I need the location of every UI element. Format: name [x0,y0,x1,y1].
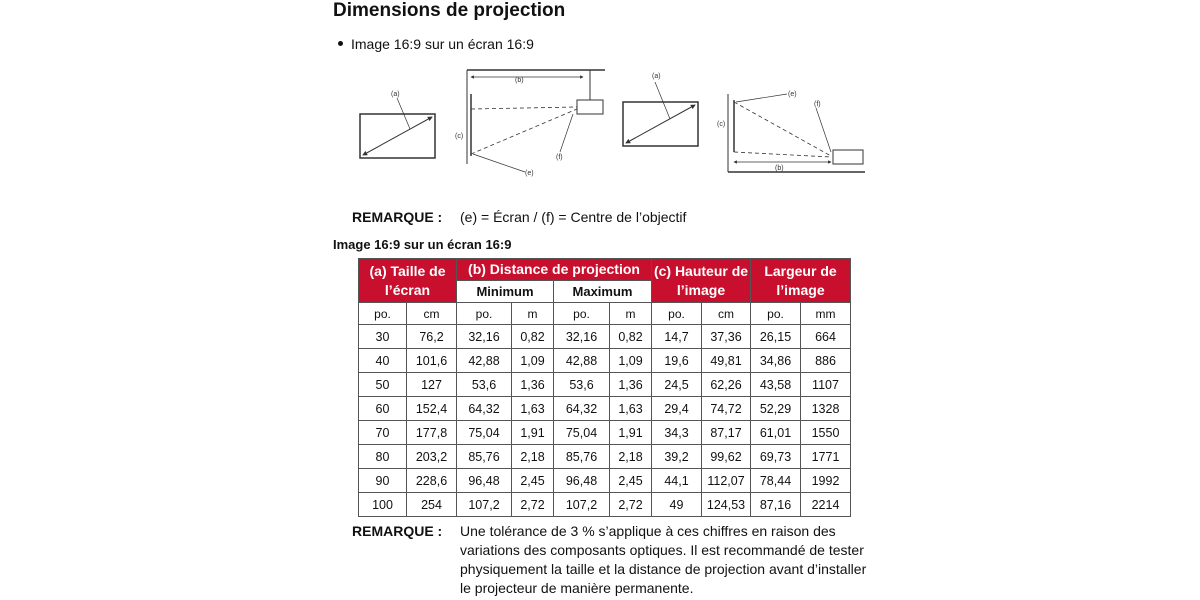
label-e-right: (e) [788,91,797,98]
table-cell: 19,6 [652,349,702,373]
table-cell: 34,86 [751,349,801,373]
table-cell: 254 [407,493,457,517]
table-row [359,445,851,469]
projection-table [358,258,851,517]
table-cell: 49 [652,493,702,517]
table-cell: 0,82 [610,325,652,349]
table-cell: 43,58 [751,373,801,397]
label-e-left: (e) [525,170,534,177]
unit-cell: m [512,303,554,325]
table-cell: 664 [801,325,851,349]
table-cell: 32,16 [457,325,512,349]
table-cell: 2214 [801,493,851,517]
table-cell: 101,6 [407,349,457,373]
table-cell: 2,18 [512,445,554,469]
table-row [359,397,851,421]
header-image-width: Largeur de l’image [751,259,851,303]
unit-cell: po. [652,303,702,325]
table-cell: 34,3 [652,421,702,445]
table-cell: 14,7 [652,325,702,349]
table-row [359,373,851,397]
table-cell: 87,17 [702,421,751,445]
table-cell: 886 [801,349,851,373]
page-title: Dimensions de projection [333,0,566,21]
unit-cell: po. [751,303,801,325]
table-cell: 78,44 [751,469,801,493]
table-cell: 1,36 [512,373,554,397]
table-cell: 1,63 [512,397,554,421]
table-row [359,469,851,493]
table-cell: 152,4 [407,397,457,421]
table-cell: 127 [407,373,457,397]
table-cell: 76,2 [407,325,457,349]
table-cell: 203,2 [407,445,457,469]
label-b-right: (b) [775,165,784,172]
table-cell: 53,6 [554,373,610,397]
table-cell: 1,09 [610,349,652,373]
bullet-item [338,36,534,52]
table-cell: 1992 [801,469,851,493]
table-cell: 52,29 [751,397,801,421]
table-cell: 75,04 [457,421,512,445]
table-cell: 42,88 [457,349,512,373]
table-cell: 50 [359,373,407,397]
table-cell: 1,91 [610,421,652,445]
table-cell: 1328 [801,397,851,421]
table-cell: 1107 [801,373,851,397]
table-cell: 40 [359,349,407,373]
table-cell: 96,48 [457,469,512,493]
header-image-height: (c) Hauteur de l’image [652,259,751,303]
table-cell: 1550 [801,421,851,445]
note-label: REMARQUE : [352,523,443,539]
table-row [359,349,851,373]
table-cell: 74,72 [702,397,751,421]
note-label: REMARQUE : [352,209,443,225]
table-cell: 87,16 [751,493,801,517]
table-cell: 112,07 [702,469,751,493]
unit-cell: po. [359,303,407,325]
table-cell: 0,82 [512,325,554,349]
unit-cell: m [610,303,652,325]
table-cell: 90 [359,469,407,493]
table-cell: 2,72 [610,493,652,517]
units-row [359,303,851,325]
table-cell: 37,36 [702,325,751,349]
table-cell: 100 [359,493,407,517]
table-caption: Image 16:9 sur un écran 16:9 [333,237,512,252]
bullet-dot-icon [338,41,343,46]
unit-cell: po. [554,303,610,325]
table-cell: 1,63 [610,397,652,421]
header-maximum: Maximum [554,281,652,303]
table-cell: 60 [359,397,407,421]
note-screen-legend [352,209,686,225]
table-cell: 61,01 [751,421,801,445]
table-cell: 96,48 [554,469,610,493]
table-cell: 30 [359,325,407,349]
table-cell: 69,73 [751,445,801,469]
table-cell: 2,45 [610,469,652,493]
table-cell: 70 [359,421,407,445]
label-b-left: (b) [515,77,524,84]
table-cell: 124,53 [702,493,751,517]
table-cell: 39,2 [652,445,702,469]
table-cell: 24,5 [652,373,702,397]
table-row [359,421,851,445]
table-cell: 62,26 [702,373,751,397]
label-c-right: (c) [717,121,726,128]
projection-diagram [355,64,875,184]
table-cell: 44,1 [652,469,702,493]
note-text: Une tolérance de 3 % s’applique à ces chiffres en raison des variations des composants optiques. Il est recommandé de tester physiquement la taille et la distance de projection avant d’installer le projecteur de manière permanente. [460,523,867,596]
table-cell: 26,15 [751,325,801,349]
unit-cell: mm [801,303,851,325]
table-cell: 85,76 [554,445,610,469]
table-cell: 1771 [801,445,851,469]
table-cell: 228,6 [407,469,457,493]
table-cell: 64,32 [457,397,512,421]
table-cell: 107,2 [457,493,512,517]
projector-ceiling [577,100,603,114]
table-cell: 29,4 [652,397,702,421]
table-cell: 32,16 [554,325,610,349]
table-cell: 42,88 [554,349,610,373]
note-tolerance [352,522,880,598]
table-cell: 53,6 [457,373,512,397]
table-row [359,325,851,349]
label-f-right: (f) [814,101,821,108]
table-cell: 49,81 [702,349,751,373]
table-cell: 1,91 [512,421,554,445]
label-a-left: (a) [391,91,400,98]
table-cell: 99,62 [702,445,751,469]
table-cell: 64,32 [554,397,610,421]
table-cell: 2,18 [610,445,652,469]
table-cell: 1,36 [610,373,652,397]
table-row [359,493,851,517]
unit-cell: cm [407,303,457,325]
table-cell: 1,09 [512,349,554,373]
label-a-right: (a) [652,73,661,80]
header-screen-size: (a) Taille de l’écran [359,259,457,303]
table-cell: 2,45 [512,469,554,493]
table-cell: 177,8 [407,421,457,445]
header-throw-distance: (b) Distance de projection [457,259,652,281]
label-f-left: (f) [556,154,563,161]
header-minimum: Minimum [457,281,554,303]
table-cell: 75,04 [554,421,610,445]
projector-floor [833,150,863,164]
table-cell: 107,2 [554,493,610,517]
table-cell: 80 [359,445,407,469]
table-cell: 2,72 [512,493,554,517]
bullet-text: Image 16:9 sur un écran 16:9 [351,36,534,52]
unit-cell: po. [457,303,512,325]
unit-cell: cm [702,303,751,325]
label-c-left: (c) [455,133,464,140]
note-text: (e) = Écran / (f) = Centre de l’objectif [460,209,687,225]
table-cell: 85,76 [457,445,512,469]
